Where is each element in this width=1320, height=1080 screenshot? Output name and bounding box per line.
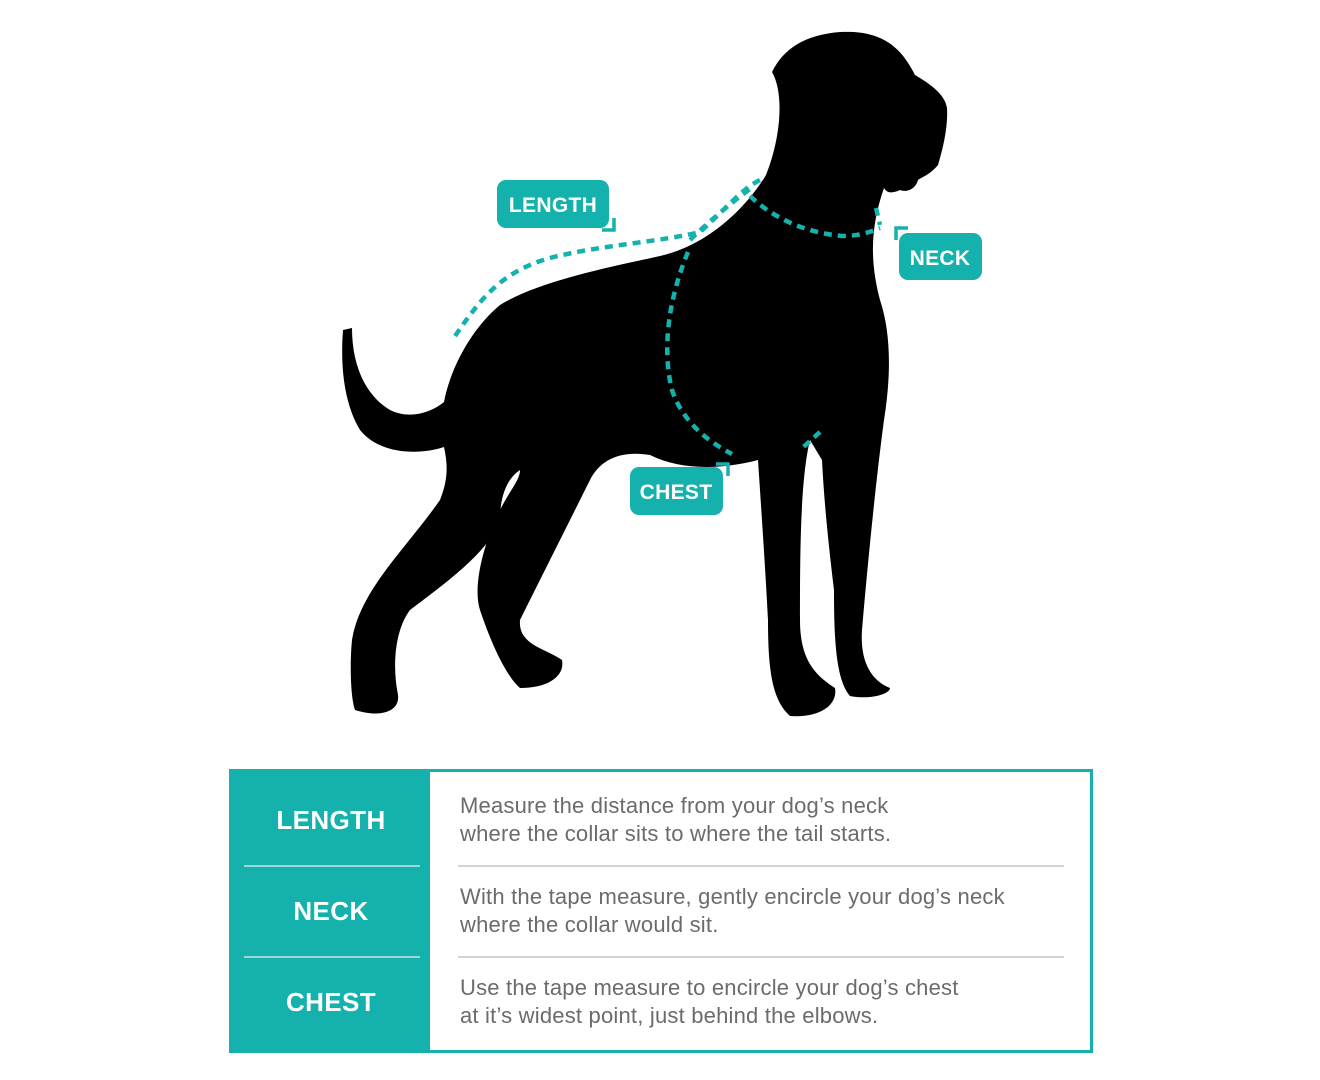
row-description-neck-text: With the tape measure, gently encircle your dog’s neck where the collar would sit.	[460, 884, 1005, 937]
row-label-length: LENGTH	[276, 804, 386, 835]
dog-silhouette	[342, 32, 947, 716]
neck-tag-label: NECK	[909, 247, 971, 270]
row-description-neck	[460, 865, 1070, 957]
row-description-length	[460, 774, 1070, 866]
chest-tag	[630, 467, 723, 515]
chest-tag-label: CHEST	[639, 481, 713, 504]
neck-guide-line-back	[876, 208, 880, 225]
row-description-chest	[460, 956, 1070, 1048]
row-description-length-text: Measure the distance from your dog’s neck where the collar sits to where the tail starts.	[460, 793, 892, 846]
length-tag	[497, 180, 609, 228]
length-tag-label: LENGTH	[508, 194, 598, 217]
row-description-chest-text: Use the tape measure to encircle your dog’s chest at it’s widest point, just behind the elbows.	[460, 975, 959, 1028]
row-label-neck: NECK	[293, 895, 369, 926]
neck-tag	[899, 233, 982, 280]
row-label-chest: CHEST	[285, 986, 377, 1017]
measurement-guide-table	[229, 769, 1093, 1053]
label-column	[232, 772, 430, 1050]
